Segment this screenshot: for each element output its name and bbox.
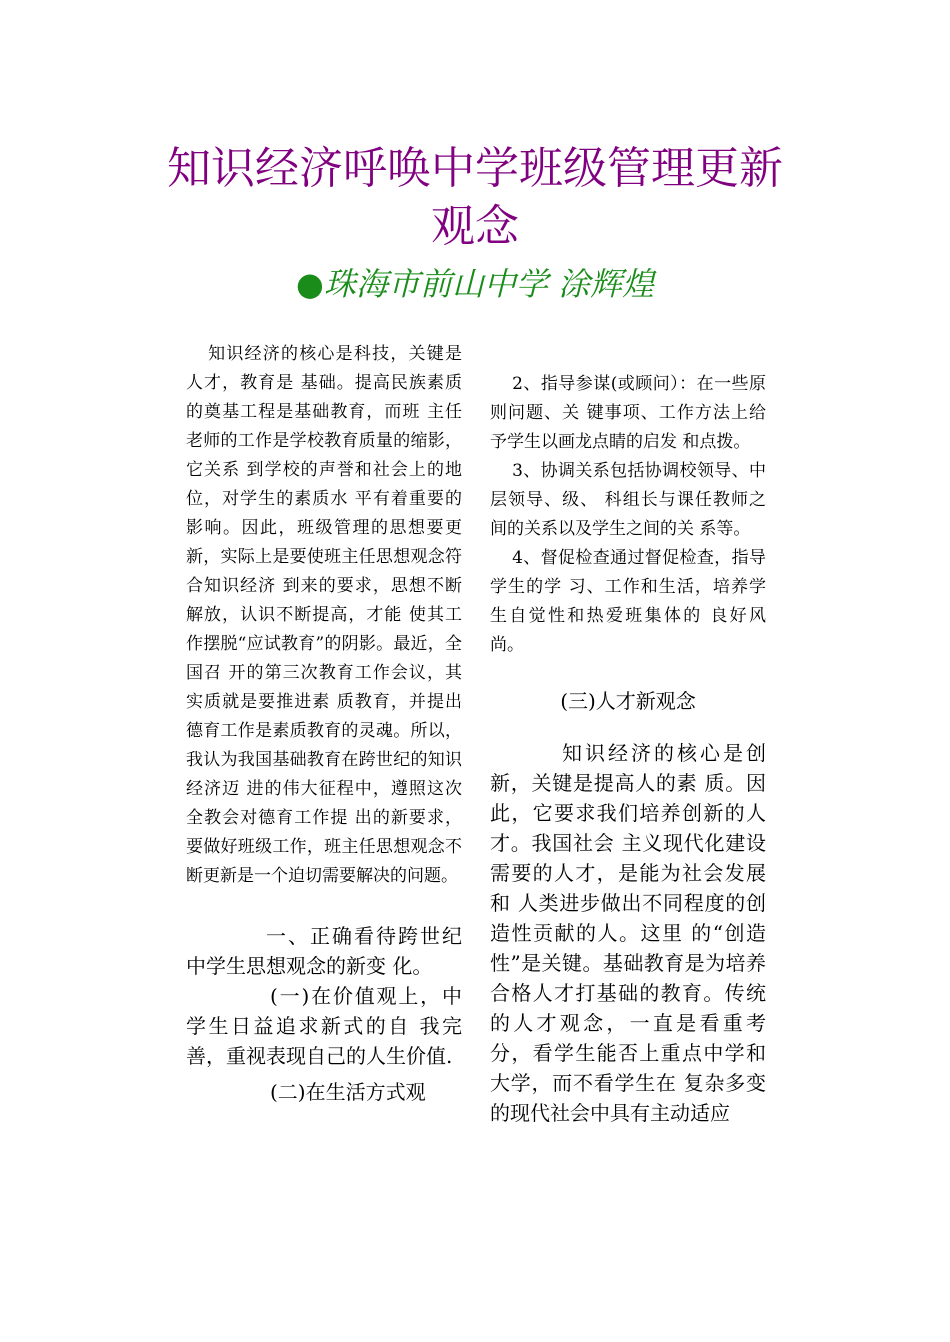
item-4-paragraph: 4、督促检查通过督促检查，指导学生的学 习、工作和生活，培养学生自觉性和热爱班集体的 良好风尚。 [490, 548, 766, 655]
left-column [186, 340, 462, 1107]
subsection-lifestyle-view: (二)在生活方式观 [270, 1080, 426, 1104]
intro-paragraph: 知识经济的核心是科技，关键是人才，教育是 基础。提高民族素质的奠基工程是基础教育，而班 主任老师的工作是学校教育质量的缩影，它关系 到学校的声誉和社会上的地位，对学生的素质水 平有着重要的影响。因此，班级管理的思想要更新，实际上是要使班主任思想观念符合知识经济 到来的要求，思想不断解放，认识不断提高，才能 使其工作摆脱“应试教育”的阴影。最近，全国召 开的第三次教育工作会议，其实质就是要推进素 质教育，并提出德育工作是素质教育的灵魂。所以，我认为我国基础教育在跨世纪的知识经济迈 进的伟大征程中，遵照这次全教会对德育工作提 出的新要求，要做好班级工作，班主任思想观念不 断更新是一个迫切需要解决的问题。 [186, 344, 462, 886]
section-heading-three: (三)人才新观念 [560, 689, 696, 713]
paragraph-gap [186, 891, 462, 921]
right-column [490, 340, 766, 1128]
author-byline: ●珠海市前山中学 涂辉煌 [295, 265, 655, 303]
subsection-value-view: (一)在价值观上，中学生日益追求新式的自 我完善，重视表现自己的人生价值. [186, 984, 462, 1068]
section-heading-one: 一、正确看待跨世纪中学生思想观念的新变 化。 [186, 924, 462, 978]
item-2-paragraph: 2、指导参谋(或顾问）：在一些原则问题、关 键事项、工作方法上给予学生以画龙点睛的启发 和点拨。 [490, 374, 766, 452]
page-title: 知识经济呼唤中学班级管理更新观念 [167, 143, 783, 252]
item-3-paragraph: 3、协调关系包括协调校领导、中层领导、级、 科组长与课任教师之间的关系以及学生之间的关 系等。 [490, 461, 766, 539]
talent-concept-paragraph: 知识经济的核心是创新，关键是提高人的素 质。因此，它要求我们培养创新的人才。我国社会 主义现代化建设需要的人才，是能为社会发展和 人类进步做出不同程度的创造性贡献的人。这里 的“创造性”是关键。基础教育是为培养合格人才打基础的教育。传统的人才观念，一直是看重考 分，看学生能否上重点中学和大学，而不看学生在 复杂多变的现代社会中具有主动适应 [490, 741, 766, 1125]
